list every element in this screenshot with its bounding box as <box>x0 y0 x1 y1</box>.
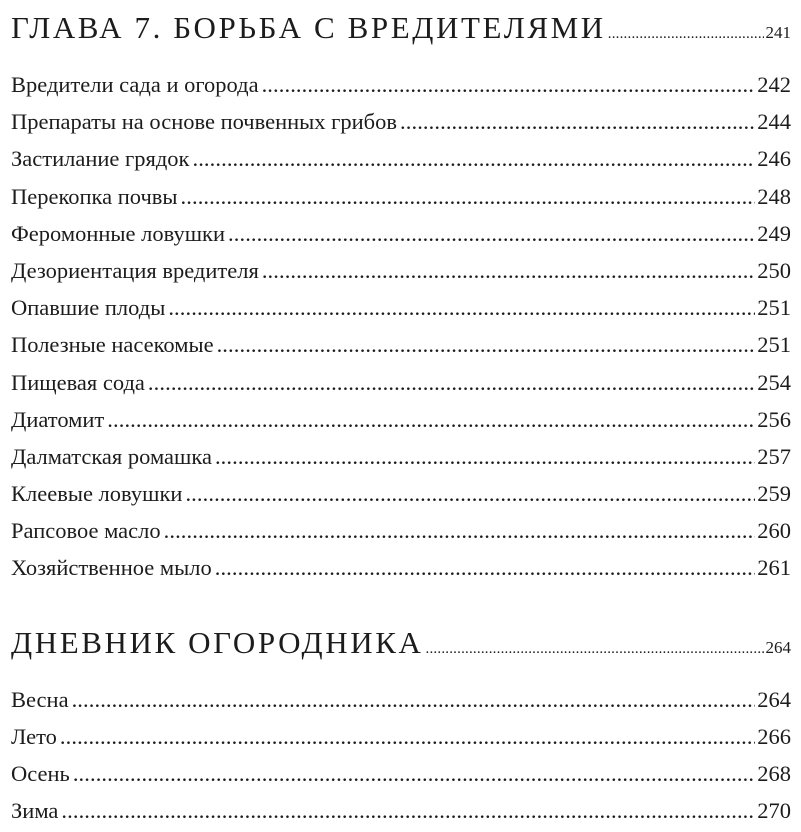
entry-page-number: 250 <box>757 257 791 283</box>
chapter-section <box>11 587 791 830</box>
entry-title: Феромонные ловушки <box>11 220 226 246</box>
entry-title: Полезные насекомые <box>11 332 214 358</box>
entry-title: Диатомит <box>11 406 105 432</box>
entry-page-number: 268 <box>757 761 791 786</box>
entry-title: Клеевые ловушки <box>11 481 183 507</box>
table-of-contents <box>11 0 791 829</box>
toc-entry <box>11 103 791 140</box>
entry-title: Рапсовое масло <box>11 518 161 544</box>
entry-title: Пищевая сода <box>11 369 145 395</box>
toc-entry <box>11 792 791 829</box>
dot-leader <box>164 512 756 549</box>
entry-title: Лето <box>11 723 57 749</box>
entry-page-number: 266 <box>757 723 791 749</box>
dot-leader <box>217 326 756 363</box>
dot-leader <box>168 289 755 326</box>
toc-entry <box>11 252 791 289</box>
toc-entry <box>11 681 791 718</box>
dot-leader <box>192 140 755 177</box>
entry-title: Далматская ромашка <box>11 443 212 469</box>
toc-entry <box>11 475 791 512</box>
toc-entry <box>11 512 791 549</box>
dot-leader <box>262 66 756 103</box>
chapter-section <box>11 0 791 587</box>
entry-page-number: 259 <box>757 481 791 507</box>
dot-leader <box>228 215 755 252</box>
dot-leader <box>262 252 755 289</box>
entry-page-number: 254 <box>757 369 791 395</box>
entry-title: Весна <box>11 686 69 712</box>
dot-leader <box>61 792 755 829</box>
entry-list <box>11 681 791 830</box>
entry-title: Застилание грядок <box>11 146 190 172</box>
chapter-title: ГЛАВА 7. БОРЬБА С ВРЕДИТЕЛЯМИ <box>11 10 606 45</box>
entry-page-number: 244 <box>757 109 791 135</box>
entry-page-number: 257 <box>757 443 791 469</box>
entry-page-number: 242 <box>757 72 791 97</box>
entry-title: Зима <box>11 798 59 824</box>
chapter-page-number: 241 <box>765 23 791 42</box>
chapter-page-number: 264 <box>765 637 791 657</box>
entry-title: Дезориентация вредителя <box>11 257 259 283</box>
entry-page-number: 264 <box>757 686 791 712</box>
dot-leader <box>608 26 764 43</box>
entry-page-number: 256 <box>757 406 791 432</box>
toc-entry <box>11 755 791 792</box>
dot-leader <box>107 401 755 438</box>
toc-entry <box>11 401 791 438</box>
entry-page-number: 249 <box>757 220 791 246</box>
entry-title: Опавшие плоды <box>11 295 166 321</box>
entry-title: Хозяйственное мыло <box>11 555 212 581</box>
entry-title: Вредители сада и огорода <box>11 72 259 97</box>
entry-title: Осень <box>11 761 70 786</box>
toc-entry <box>11 364 791 401</box>
dot-leader <box>72 681 756 718</box>
entry-page-number: 270 <box>757 798 791 824</box>
dot-leader <box>148 364 755 401</box>
toc-entry <box>11 718 791 755</box>
chapter-title: ДНЕВНИК ОГОРОДНИКА <box>11 624 424 660</box>
entry-page-number: 246 <box>757 146 791 172</box>
dot-leader <box>215 438 755 475</box>
dot-leader <box>426 641 764 658</box>
entry-title: Препараты на основе почвенных грибов <box>11 109 398 135</box>
toc-entry <box>11 289 791 326</box>
dot-leader <box>400 103 755 140</box>
toc-entry <box>11 438 791 475</box>
toc-entry <box>11 140 791 177</box>
entry-page-number: 260 <box>757 518 791 544</box>
entry-page-number: 248 <box>757 183 791 209</box>
dot-leader <box>181 178 756 215</box>
dot-leader <box>73 755 755 792</box>
entry-list <box>11 66 791 587</box>
entry-page-number: 251 <box>757 332 791 358</box>
entry-page-number: 251 <box>757 295 791 321</box>
toc-entry <box>11 215 791 252</box>
chapter-heading <box>11 625 791 667</box>
dot-leader <box>60 718 755 755</box>
chapter-heading <box>11 10 791 52</box>
toc-entry <box>11 178 791 215</box>
toc-entry <box>11 549 791 586</box>
toc-entry <box>11 66 791 103</box>
toc-entry <box>11 326 791 363</box>
entry-title: Перекопка почвы <box>11 183 178 209</box>
dot-leader <box>215 549 756 586</box>
dot-leader <box>185 475 755 512</box>
entry-page-number: 261 <box>757 555 791 581</box>
